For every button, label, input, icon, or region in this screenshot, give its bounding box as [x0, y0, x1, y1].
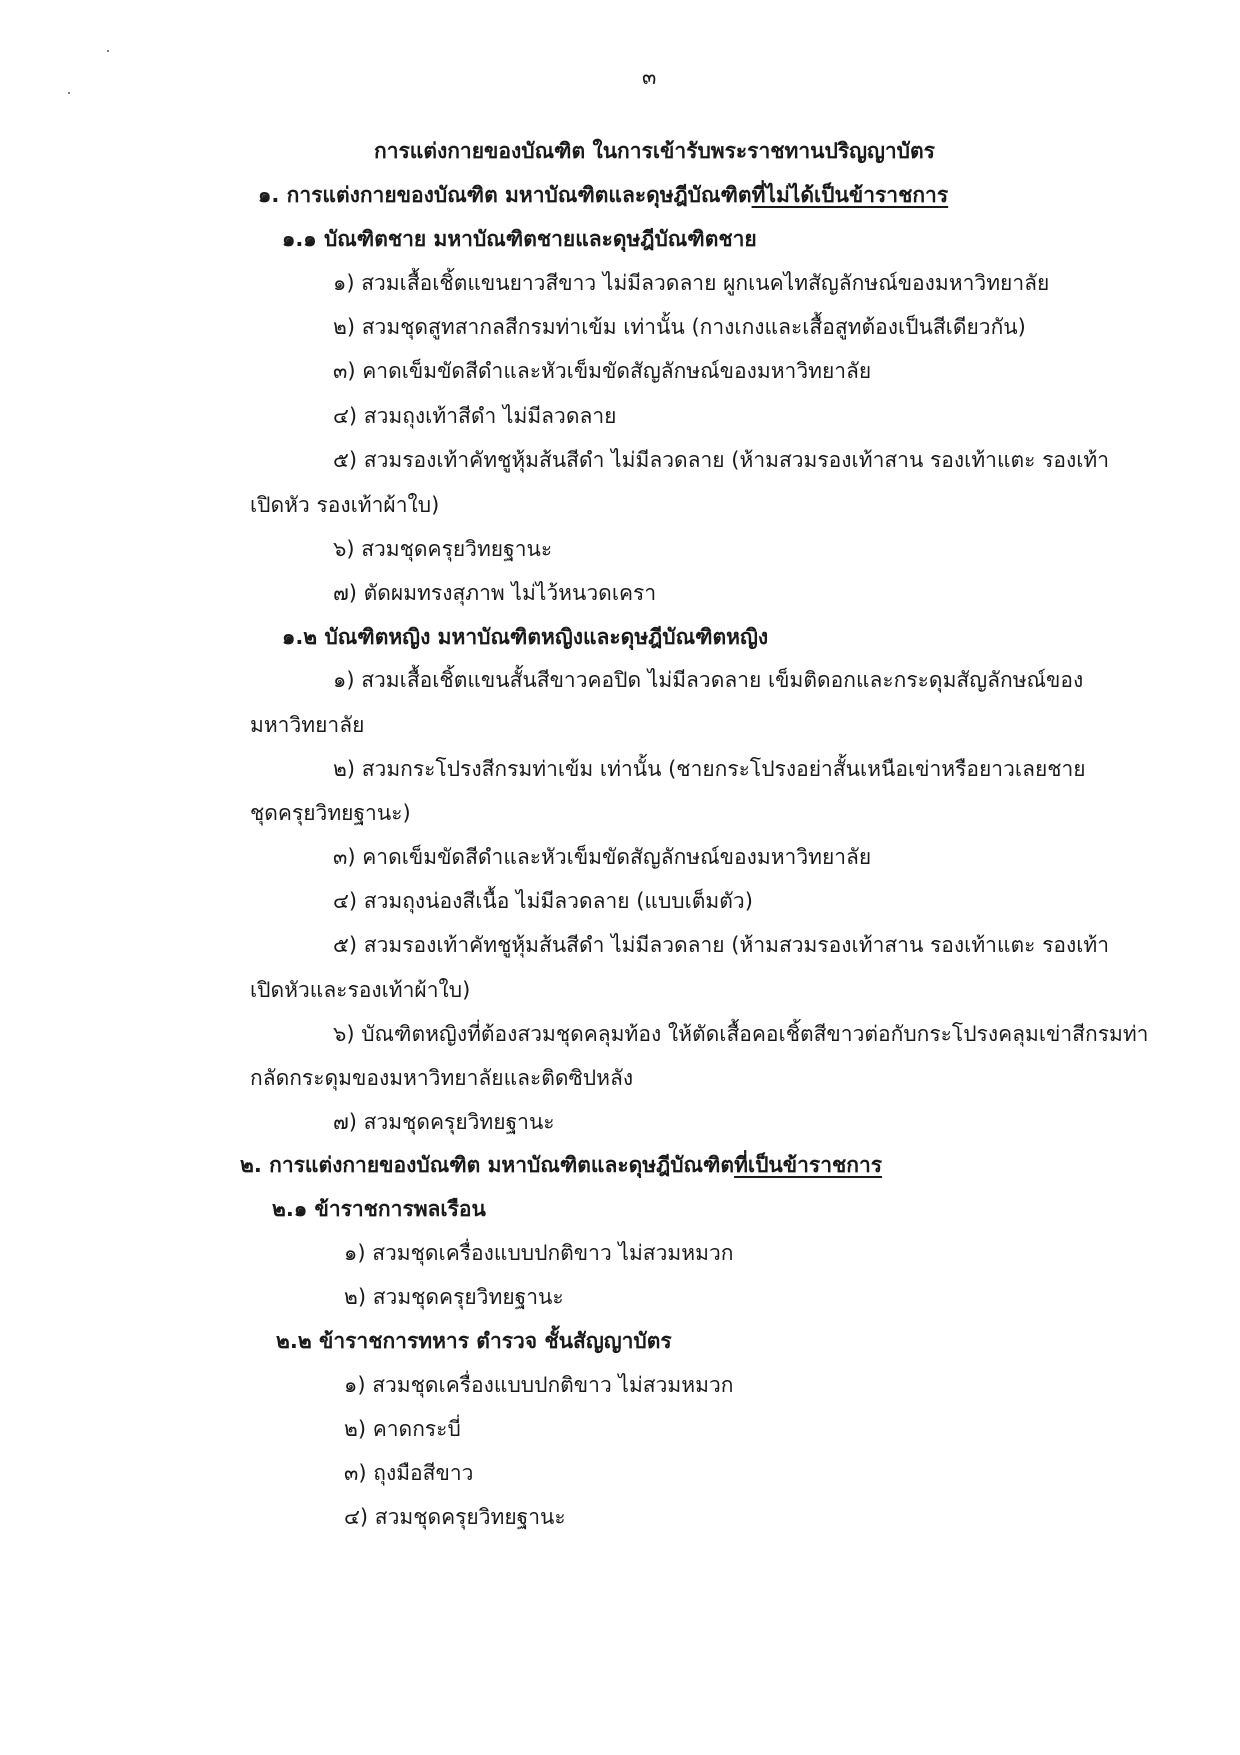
- section-1-heading-text: ๑. การแต่งกายของบัณฑิต มหาบัณฑิตและดุษฎีบัณฑิต: [258, 183, 752, 207]
- section-2-heading: [240, 1150, 882, 1180]
- list-item: ๗) สวมชุดครุยวิทยฐานะ: [333, 1110, 555, 1134]
- list-item: ๕) สวมรองเท้าคัทชูหุ้มส้นสีดำ ไม่มีลวดลาย (ห้ามสวมรองเท้าสาน รองเท้าแตะ รองเท้า: [333, 448, 1110, 472]
- scan-speck: [107, 50, 109, 52]
- list-item: ๖) บัณฑิตหญิงที่ต้องสวมชุดคลุมท้อง ให้ตัดเสื้อคอเชิ้ตสีขาวต่อกับกระโปรงคลุมเข่าสีกรมท่า: [333, 1022, 1149, 1046]
- section-2-heading-underlined: ที่เป็นข้าราชการ: [734, 1153, 883, 1177]
- list-item-continuation: ชุดครุยวิทยฐานะ): [250, 801, 411, 825]
- scan-speck: [68, 92, 70, 94]
- section-2-1-heading: ๒.๑ ข้าราชการพลเรือน: [272, 1197, 486, 1221]
- list-item: ๒) สวมชุดครุยวิทยฐานะ: [344, 1285, 564, 1309]
- section-1-2-heading: ๑.๒ บัณฑิตหญิง มหาบัณฑิตหญิงและดุษฎีบัณฑิตหญิง: [282, 625, 769, 649]
- list-item: ๔) สวมถุงเท้าสีดำ ไม่มีลวดลาย: [333, 404, 617, 428]
- list-item: ๓) คาดเข็มขัดสีดำและหัวเข็มขัดสัญลักษณ์ของมหาวิทยาลัย: [333, 359, 872, 383]
- list-item: ๑) สวมชุดเครื่องแบบปกติขาว ไม่สวมหมวก: [344, 1373, 734, 1397]
- list-item-continuation: เปิดหัว รองเท้าผ้าใบ): [250, 493, 440, 517]
- list-item: ๑) สวมเสื้อเชิ้ตแขนสั้นสีขาวคอปิด ไม่มีลวดลาย เข็มติดอกและกระดุมสัญลักษณ์ของ: [333, 668, 1084, 692]
- section-1-1-heading: ๑.๑ บัณฑิตชาย มหาบัณฑิตชายและดุษฎีบัณฑิตชาย: [282, 227, 757, 251]
- list-item: ๒) สวมกระโปรงสีกรมท่าเข้ม เท่านั้น (ชายกระโปรงอย่าสั้นเหนือเข่าหรือยาวเลยชาย: [333, 757, 1086, 781]
- list-item: ๑) สวมเสื้อเชิ้ตแขนยาวสีขาว ไม่มีลวดลาย ผูกเนคไทสัญลักษณ์ของมหาวิทยาลัย: [333, 271, 1050, 295]
- list-item: ๑) สวมชุดเครื่องแบบปกติขาว ไม่สวมหมวก: [344, 1241, 734, 1265]
- list-item-continuation: เปิดหัวและรองเท้าผ้าใบ): [250, 978, 471, 1002]
- section-1-heading-underlined: ที่ไม่ได้เป็นข้าราชการ: [751, 183, 949, 207]
- page-number: ๓: [642, 65, 657, 89]
- list-item: ๗) ตัดผมทรงสุภาพ ไม่ไว้หนวดเครา: [333, 581, 657, 605]
- list-item: ๖) สวมชุดครุยวิทยฐานะ: [333, 537, 553, 561]
- list-item-continuation: กลัดกระดุมของมหาวิทยาลัยและติดซิปหลัง: [250, 1066, 634, 1090]
- section-2-heading-text: ๒. การแต่งกายของบัณฑิต มหาบัณฑิตและดุษฎีบัณฑิต: [240, 1153, 735, 1177]
- section-1-heading: [258, 180, 948, 210]
- list-item: ๓) ถุงมือสีขาว: [344, 1461, 474, 1485]
- document-title: การแต่งกายของบัณฑิต ในการเข้ารับพระราชทานปริญญาบัตร: [374, 139, 935, 163]
- section-2-2-heading: ๒.๒ ข้าราชการทหาร ตำรวจ ชั้นสัญญาบัตร: [276, 1329, 672, 1353]
- list-item: ๒) คาดกระบี่: [344, 1417, 461, 1441]
- list-item: ๕) สวมรองเท้าคัทชูหุ้มส้นสีดำ ไม่มีลวดลาย (ห้ามสวมรองเท้าสาน รองเท้าแตะ รองเท้า: [333, 933, 1110, 957]
- list-item: ๔) สวมชุดครุยวิทยฐานะ: [344, 1505, 566, 1529]
- list-item-continuation: มหาวิทยาลัย: [250, 713, 365, 737]
- list-item: ๓) คาดเข็มขัดสีดำและหัวเข็มขัดสัญลักษณ์ของมหาวิทยาลัย: [333, 845, 872, 869]
- list-item: ๔) สวมถุงน่องสีเนื้อ ไม่มีลวดลาย (แบบเต็มตัว): [333, 889, 753, 913]
- list-item: ๒) สวมชุดสูทสากลสีกรมท่าเข้ม เท่านั้น (กางเกงและเสื้อสูทต้องเป็นสีเดียวกัน): [333, 315, 1026, 339]
